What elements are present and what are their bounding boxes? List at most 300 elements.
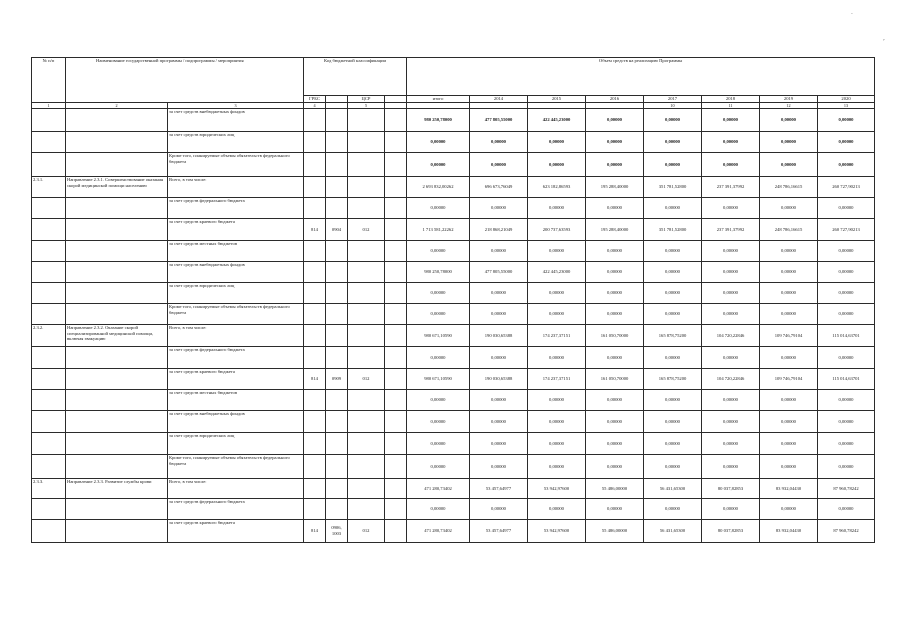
funding-source-cell: Кроме того, планируемые объемы обязательств федерального бюджета bbox=[168, 455, 304, 479]
year-value-cell: 0,00000 bbox=[818, 390, 875, 411]
year-value-cell: 0,00000 bbox=[644, 304, 702, 325]
year-value-cell: 0,00000 bbox=[470, 241, 528, 262]
row-number-cell bbox=[32, 109, 66, 132]
table-row bbox=[32, 198, 875, 219]
year-value-cell: 0,00000 bbox=[470, 153, 528, 177]
year-value-cell: 0,00000 bbox=[586, 347, 644, 369]
csr-code-cell: 012 bbox=[348, 219, 385, 241]
index-cell: 4 bbox=[304, 103, 326, 109]
csr-code-cell: 012 bbox=[348, 520, 385, 543]
csr-code-cell bbox=[348, 304, 385, 325]
year-value-cell: 165 878,75200 bbox=[644, 325, 702, 347]
measure-name-cell bbox=[66, 153, 168, 177]
funding-source-cell: за счет средств местных бюджетов bbox=[168, 241, 304, 262]
header-rzpr bbox=[326, 96, 348, 103]
year-value-cell: 0,00000 bbox=[528, 390, 586, 411]
year-value-cell: 0,00000 bbox=[644, 347, 702, 369]
year-value-cell: 351 781,52800 bbox=[644, 219, 702, 241]
year-value-cell: 83 932,04430 bbox=[760, 520, 818, 543]
year-value-cell: 109 746,79104 bbox=[760, 369, 818, 390]
csr-code-cell bbox=[348, 177, 385, 198]
measure-name-cell: Направление 2.3.1. Совершенствование оказания скорой медицинской помощи населению bbox=[66, 177, 168, 198]
year-value-cell: 0,00000 bbox=[760, 455, 818, 479]
year-value-cell: 195 288,40000 bbox=[586, 219, 644, 241]
year-value-cell: 0,00000 bbox=[702, 433, 760, 455]
total-value-cell: 0,00000 bbox=[407, 153, 470, 177]
year-value-cell: 0,00000 bbox=[702, 499, 760, 520]
rzpr-code-cell bbox=[326, 283, 348, 304]
rzpr-code-cell bbox=[326, 177, 348, 198]
year-value-cell: 696 673,76049 bbox=[470, 177, 528, 198]
total-value-cell: 471 280,73402 bbox=[407, 520, 470, 543]
vr-code-cell bbox=[385, 411, 407, 433]
grbs-code-cell bbox=[304, 499, 326, 520]
row-number-cell bbox=[32, 520, 66, 543]
header-csr: ЦСР bbox=[348, 96, 385, 103]
year-value-cell: 0,00000 bbox=[528, 347, 586, 369]
year-value-cell: 0,00000 bbox=[818, 132, 875, 153]
year-value-cell: 0,00000 bbox=[818, 198, 875, 219]
rzpr-code-cell: 0909 bbox=[326, 369, 348, 390]
row-number-cell: 2.3.2. bbox=[32, 325, 66, 347]
page-speck-mark: , bbox=[883, 35, 885, 42]
year-value-cell: 218 868,21049 bbox=[470, 219, 528, 241]
index-cell: 1 bbox=[32, 103, 66, 109]
measure-name-cell bbox=[66, 455, 168, 479]
vr-code-cell bbox=[385, 283, 407, 304]
vr-code-cell bbox=[385, 198, 407, 219]
year-value-cell: 80 037,82853 bbox=[702, 479, 760, 499]
total-value-cell: 2 693 832,00262 bbox=[407, 177, 470, 198]
year-value-cell: 422 445,23000 bbox=[528, 109, 586, 132]
header-year: 2018 bbox=[702, 96, 760, 103]
year-value-cell: 0,00000 bbox=[760, 198, 818, 219]
year-value-cell: 248 786,16615 bbox=[760, 177, 818, 198]
row-number-cell bbox=[32, 198, 66, 219]
csr-code-cell bbox=[348, 433, 385, 455]
year-value-cell: 174 237,37151 bbox=[528, 325, 586, 347]
year-value-cell: 0,00000 bbox=[528, 499, 586, 520]
table-row bbox=[32, 455, 875, 479]
vr-code-cell bbox=[385, 304, 407, 325]
year-value-cell: 0,00000 bbox=[586, 433, 644, 455]
year-value-cell: 260 727,90213 bbox=[818, 219, 875, 241]
year-value-cell: 0,00000 bbox=[818, 347, 875, 369]
index-cell: 11 bbox=[702, 103, 760, 109]
year-value-cell: 237 391,37992 bbox=[702, 177, 760, 198]
year-value-cell: 0,00000 bbox=[760, 390, 818, 411]
year-value-cell: 248 786,16615 bbox=[760, 219, 818, 241]
funding-source-cell: Всего, в том числе: bbox=[168, 479, 304, 499]
measure-name-cell bbox=[66, 283, 168, 304]
rzpr-code-cell: 0906, 1003 bbox=[326, 520, 348, 543]
header-row-top bbox=[32, 58, 875, 96]
grbs-code-cell bbox=[304, 198, 326, 219]
grbs-code-cell bbox=[304, 433, 326, 455]
year-value-cell: 0,00000 bbox=[702, 283, 760, 304]
total-value-cell: 0,00000 bbox=[407, 390, 470, 411]
year-value-cell: 0,00000 bbox=[702, 262, 760, 283]
grbs-code-cell bbox=[304, 479, 326, 499]
measure-name-cell bbox=[66, 132, 168, 153]
year-value-cell: 0,00000 bbox=[644, 262, 702, 283]
row-number-cell bbox=[32, 132, 66, 153]
vr-code-cell bbox=[385, 241, 407, 262]
table-row bbox=[32, 390, 875, 411]
measure-name-cell: Направление 2.3.2. Оказание скорой специализированной медицинской помощи, включая эвакуацию bbox=[66, 325, 168, 347]
year-value-cell: 0,00000 bbox=[760, 304, 818, 325]
grbs-code-cell bbox=[304, 177, 326, 198]
funding-source-cell: Всего, в том числе: bbox=[168, 177, 304, 198]
year-value-cell: 0,00000 bbox=[470, 304, 528, 325]
year-value-cell: 0,00000 bbox=[470, 283, 528, 304]
year-value-cell: 0,00000 bbox=[818, 433, 875, 455]
year-value-cell: 0,00000 bbox=[644, 198, 702, 219]
year-value-cell: 161 050,70000 bbox=[586, 325, 644, 347]
grbs-code-cell: 814 bbox=[304, 369, 326, 390]
rzpr-code-cell bbox=[326, 304, 348, 325]
year-value-cell: 53 942,97600 bbox=[528, 479, 586, 499]
index-cell: 12 bbox=[760, 103, 818, 109]
vr-code-cell bbox=[385, 369, 407, 390]
year-value-cell: 0,00000 bbox=[586, 411, 644, 433]
year-value-cell: 0,00000 bbox=[528, 132, 586, 153]
year-value-cell: 0,00000 bbox=[528, 198, 586, 219]
year-value-cell: 0,00000 bbox=[818, 411, 875, 433]
table-row bbox=[32, 325, 875, 347]
funding-source-cell: за счет средств федерального бюджета bbox=[168, 347, 304, 369]
csr-code-cell: 012 bbox=[348, 369, 385, 390]
year-value-cell: 190 030,65388 bbox=[470, 369, 528, 390]
year-value-cell: 87 960,78242 bbox=[818, 479, 875, 499]
rzpr-code-cell bbox=[326, 325, 348, 347]
funding-source-cell: Кроме того, планируемые объемы обязательств федерального бюджета bbox=[168, 304, 304, 325]
row-number-cell bbox=[32, 304, 66, 325]
year-value-cell: 115 014,63701 bbox=[818, 325, 875, 347]
year-value-cell: 115 014,63701 bbox=[818, 369, 875, 390]
funding-source-cell: за счет средств юридических лиц bbox=[168, 283, 304, 304]
total-value-cell: 980 671,10590 bbox=[407, 325, 470, 347]
row-number-cell bbox=[32, 411, 66, 433]
total-value-cell: 0,00000 bbox=[407, 455, 470, 479]
csr-code-cell bbox=[348, 198, 385, 219]
table-row bbox=[32, 132, 875, 153]
funding-source-cell: за счет средств юридических лиц bbox=[168, 132, 304, 153]
year-value-cell: 0,00000 bbox=[586, 304, 644, 325]
year-value-cell: 260 727,90213 bbox=[818, 177, 875, 198]
grbs-code-cell bbox=[304, 132, 326, 153]
vr-code-cell bbox=[385, 479, 407, 499]
row-number-cell bbox=[32, 241, 66, 262]
year-value-cell: 80 037,82853 bbox=[702, 520, 760, 543]
grbs-code-cell bbox=[304, 153, 326, 177]
year-value-cell: 104 720,22846 bbox=[702, 369, 760, 390]
table-row bbox=[32, 109, 875, 132]
total-value-cell: 0,00000 bbox=[407, 241, 470, 262]
year-value-cell: 161 050,70000 bbox=[586, 369, 644, 390]
csr-code-cell bbox=[348, 479, 385, 499]
year-value-cell: 351 781,52800 bbox=[644, 177, 702, 198]
csr-code-cell bbox=[348, 347, 385, 369]
year-value-cell: 0,00000 bbox=[702, 304, 760, 325]
rzpr-code-cell bbox=[326, 411, 348, 433]
year-value-cell: 55 486,00000 bbox=[586, 479, 644, 499]
measure-name-cell bbox=[66, 499, 168, 520]
row-number-cell bbox=[32, 153, 66, 177]
total-value-cell: 980 250,78000 bbox=[407, 262, 470, 283]
year-value-cell: 0,00000 bbox=[760, 499, 818, 520]
year-value-cell: 87 960,78242 bbox=[818, 520, 875, 543]
year-value-cell: 0,00000 bbox=[760, 411, 818, 433]
year-value-cell: 0,00000 bbox=[528, 411, 586, 433]
header-year: 2014 bbox=[470, 96, 528, 103]
vr-code-cell bbox=[385, 390, 407, 411]
row-number-cell: 2.3.1. bbox=[32, 177, 66, 198]
year-value-cell: 0,00000 bbox=[760, 433, 818, 455]
year-value-cell: 0,00000 bbox=[702, 455, 760, 479]
rzpr-code-cell bbox=[326, 390, 348, 411]
year-value-cell: 0,00000 bbox=[702, 198, 760, 219]
year-value-cell: 0,00000 bbox=[586, 262, 644, 283]
year-value-cell: 0,00000 bbox=[470, 347, 528, 369]
rzpr-code-cell bbox=[326, 455, 348, 479]
header-name: Наименование государственной программы / подпрограммы / мероприятия bbox=[66, 58, 304, 103]
year-value-cell: 0,00000 bbox=[644, 390, 702, 411]
year-value-cell: 200 737,63593 bbox=[528, 219, 586, 241]
measure-name-cell bbox=[66, 262, 168, 283]
total-value-cell: 980 250,78000 bbox=[407, 109, 470, 132]
row-number-cell: 2.3.3. bbox=[32, 479, 66, 499]
year-value-cell: 0,00000 bbox=[818, 241, 875, 262]
grbs-code-cell bbox=[304, 325, 326, 347]
header-year: 2017 bbox=[644, 96, 702, 103]
measure-name-cell bbox=[66, 433, 168, 455]
row-number-cell bbox=[32, 499, 66, 520]
year-value-cell: 55 486,00000 bbox=[586, 520, 644, 543]
rzpr-code-cell bbox=[326, 347, 348, 369]
grbs-code-cell bbox=[304, 390, 326, 411]
measure-name-cell bbox=[66, 219, 168, 241]
row-number-cell bbox=[32, 283, 66, 304]
year-value-cell: 0,00000 bbox=[818, 153, 875, 177]
vr-code-cell bbox=[385, 347, 407, 369]
total-value-cell: 1 713 581,22262 bbox=[407, 219, 470, 241]
rzpr-code-cell bbox=[326, 198, 348, 219]
rzpr-code-cell bbox=[326, 479, 348, 499]
year-value-cell: 0,00000 bbox=[818, 455, 875, 479]
rzpr-code-cell bbox=[326, 499, 348, 520]
total-value-cell: 0,00000 bbox=[407, 198, 470, 219]
year-value-cell: 109 746,79104 bbox=[760, 325, 818, 347]
grbs-code-cell bbox=[304, 283, 326, 304]
year-value-cell: 0,00000 bbox=[470, 499, 528, 520]
year-value-cell: 56 431,65300 bbox=[644, 479, 702, 499]
header-volume-group: Объем средств на реализацию Программы bbox=[407, 58, 875, 96]
year-value-cell: 0,00000 bbox=[760, 347, 818, 369]
index-cell: 3 bbox=[168, 103, 304, 109]
row-number-cell bbox=[32, 219, 66, 241]
year-value-cell: 237 391,37992 bbox=[702, 219, 760, 241]
year-value-cell: 104 720,22846 bbox=[702, 325, 760, 347]
year-value-cell: 165 878,75200 bbox=[644, 369, 702, 390]
vr-code-cell bbox=[385, 499, 407, 520]
total-value-cell: 0,00000 bbox=[407, 283, 470, 304]
table-row bbox=[32, 241, 875, 262]
year-value-cell: 422 445,23000 bbox=[528, 262, 586, 283]
vr-code-cell bbox=[385, 325, 407, 347]
funding-source-cell: за счет средств краевого бюджета bbox=[168, 520, 304, 543]
year-value-cell: 174 237,37151 bbox=[528, 369, 586, 390]
funding-source-cell: за счет средств местных бюджетов bbox=[168, 390, 304, 411]
year-value-cell: 0,00000 bbox=[818, 499, 875, 520]
year-value-cell: 0,00000 bbox=[528, 304, 586, 325]
rzpr-code-cell bbox=[326, 132, 348, 153]
year-value-cell: 190 030,65388 bbox=[470, 325, 528, 347]
year-value-cell: 0,00000 bbox=[760, 283, 818, 304]
year-value-cell: 0,00000 bbox=[586, 499, 644, 520]
total-value-cell: 0,00000 bbox=[407, 433, 470, 455]
header-code-group: Код бюджетной классификации bbox=[304, 58, 407, 96]
year-value-cell: 0,00000 bbox=[470, 198, 528, 219]
vr-code-cell bbox=[385, 219, 407, 241]
header-year: 2016 bbox=[586, 96, 644, 103]
year-value-cell: 0,00000 bbox=[586, 132, 644, 153]
csr-code-cell bbox=[348, 325, 385, 347]
year-value-cell: 0,00000 bbox=[644, 283, 702, 304]
year-value-cell: 0,00000 bbox=[470, 455, 528, 479]
year-value-cell: 0,00000 bbox=[702, 153, 760, 177]
row-number-cell bbox=[32, 369, 66, 390]
row-number-cell bbox=[32, 262, 66, 283]
measure-name-cell bbox=[66, 198, 168, 219]
total-value-cell: 980 671,10590 bbox=[407, 369, 470, 390]
rzpr-code-cell: 0904 bbox=[326, 219, 348, 241]
year-value-cell: 0,00000 bbox=[702, 411, 760, 433]
year-value-cell: 83 932,04430 bbox=[760, 479, 818, 499]
funding-source-cell: за счет средств краевого бюджета bbox=[168, 219, 304, 241]
grbs-code-cell bbox=[304, 109, 326, 132]
measure-name-cell bbox=[66, 390, 168, 411]
year-value-cell: 0,00000 bbox=[702, 390, 760, 411]
year-value-cell: 0,00000 bbox=[470, 433, 528, 455]
header-year: 2015 bbox=[528, 96, 586, 103]
csr-code-cell bbox=[348, 132, 385, 153]
total-value-cell: 0,00000 bbox=[407, 347, 470, 369]
grbs-code-cell: 814 bbox=[304, 219, 326, 241]
total-value-cell: 471 280,73402 bbox=[407, 479, 470, 499]
year-value-cell: 0,00000 bbox=[644, 241, 702, 262]
year-value-cell: 0,00000 bbox=[586, 241, 644, 262]
grbs-code-cell bbox=[304, 262, 326, 283]
year-value-cell: 0,00000 bbox=[644, 132, 702, 153]
measure-name-cell bbox=[66, 241, 168, 262]
year-value-cell: 0,00000 bbox=[586, 109, 644, 132]
year-value-cell: 0,00000 bbox=[644, 499, 702, 520]
header-total: итого bbox=[407, 96, 470, 103]
measure-name-cell: Направление 2.3.3. Развитие службы крови bbox=[66, 479, 168, 499]
index-cell: 13 bbox=[818, 103, 875, 109]
vr-code-cell bbox=[385, 109, 407, 132]
funding-source-cell: за счет средств федерального бюджета bbox=[168, 198, 304, 219]
total-value-cell: 0,00000 bbox=[407, 132, 470, 153]
rzpr-code-cell bbox=[326, 433, 348, 455]
year-value-cell: 0,00000 bbox=[760, 262, 818, 283]
header-year: 2020 bbox=[818, 96, 875, 103]
index-cell: 10 bbox=[644, 103, 702, 109]
table-row bbox=[32, 219, 875, 241]
year-value-cell: 0,00000 bbox=[586, 390, 644, 411]
year-value-cell: 477 805,55000 bbox=[470, 262, 528, 283]
year-value-cell: 56 431,65300 bbox=[644, 520, 702, 543]
year-value-cell: 0,00000 bbox=[586, 153, 644, 177]
year-value-cell: 0,00000 bbox=[470, 132, 528, 153]
year-value-cell: 0,00000 bbox=[644, 433, 702, 455]
table-row bbox=[32, 262, 875, 283]
total-value-cell: 0,00000 bbox=[407, 411, 470, 433]
row-number-cell bbox=[32, 433, 66, 455]
year-value-cell: 0,00000 bbox=[586, 198, 644, 219]
year-value-cell: 0,00000 bbox=[818, 283, 875, 304]
table-row bbox=[32, 479, 875, 499]
funding-source-cell: Кроме того, планируемые объемы обязательств федерального бюджета bbox=[168, 153, 304, 177]
grbs-code-cell bbox=[304, 347, 326, 369]
table-row bbox=[32, 153, 875, 177]
header-num: № п/п bbox=[32, 58, 66, 103]
year-value-cell: 0,00000 bbox=[644, 455, 702, 479]
csr-code-cell bbox=[348, 283, 385, 304]
year-value-cell: 0,00000 bbox=[818, 109, 875, 132]
year-value-cell: 0,00000 bbox=[528, 455, 586, 479]
row-number-cell bbox=[32, 347, 66, 369]
funding-source-cell: за счет средств юридических лиц bbox=[168, 433, 304, 455]
year-value-cell: 0,00000 bbox=[528, 433, 586, 455]
year-value-cell: 0,00000 bbox=[528, 283, 586, 304]
csr-code-cell bbox=[348, 499, 385, 520]
measure-name-cell bbox=[66, 520, 168, 543]
table-body bbox=[32, 58, 875, 543]
year-value-cell: 0,00000 bbox=[818, 304, 875, 325]
funding-source-cell: за счет средств краевого бюджета bbox=[168, 369, 304, 390]
year-value-cell: 0,00000 bbox=[702, 109, 760, 132]
table-row bbox=[32, 433, 875, 455]
year-value-cell: 0,00000 bbox=[702, 241, 760, 262]
header-year: 2019 bbox=[760, 96, 818, 103]
csr-code-cell bbox=[348, 262, 385, 283]
csr-code-cell bbox=[348, 241, 385, 262]
grbs-code-cell bbox=[304, 455, 326, 479]
grbs-code-cell bbox=[304, 304, 326, 325]
year-value-cell: 53 457,64977 bbox=[470, 479, 528, 499]
grbs-code-cell bbox=[304, 241, 326, 262]
year-value-cell: 0,00000 bbox=[760, 153, 818, 177]
measure-name-cell bbox=[66, 369, 168, 390]
table-row bbox=[32, 411, 875, 433]
funding-source-cell: Всего, в том числе: bbox=[168, 325, 304, 347]
year-value-cell: 0,00000 bbox=[644, 411, 702, 433]
total-value-cell: 0,00000 bbox=[407, 304, 470, 325]
csr-code-cell bbox=[348, 153, 385, 177]
year-value-cell: 623 182,86593 bbox=[528, 177, 586, 198]
rzpr-code-cell bbox=[326, 241, 348, 262]
funding-source-cell: за счет средств внебюджетных фондов bbox=[168, 109, 304, 132]
year-value-cell: 0,00000 bbox=[586, 283, 644, 304]
total-value-cell: 0,00000 bbox=[407, 499, 470, 520]
header-grbs: ГРБС bbox=[304, 96, 326, 103]
year-value-cell: 0,00000 bbox=[760, 241, 818, 262]
row-number-cell bbox=[32, 390, 66, 411]
year-value-cell: 0,00000 bbox=[586, 455, 644, 479]
funding-source-cell: за счет средств внебюджетных фондов bbox=[168, 262, 304, 283]
